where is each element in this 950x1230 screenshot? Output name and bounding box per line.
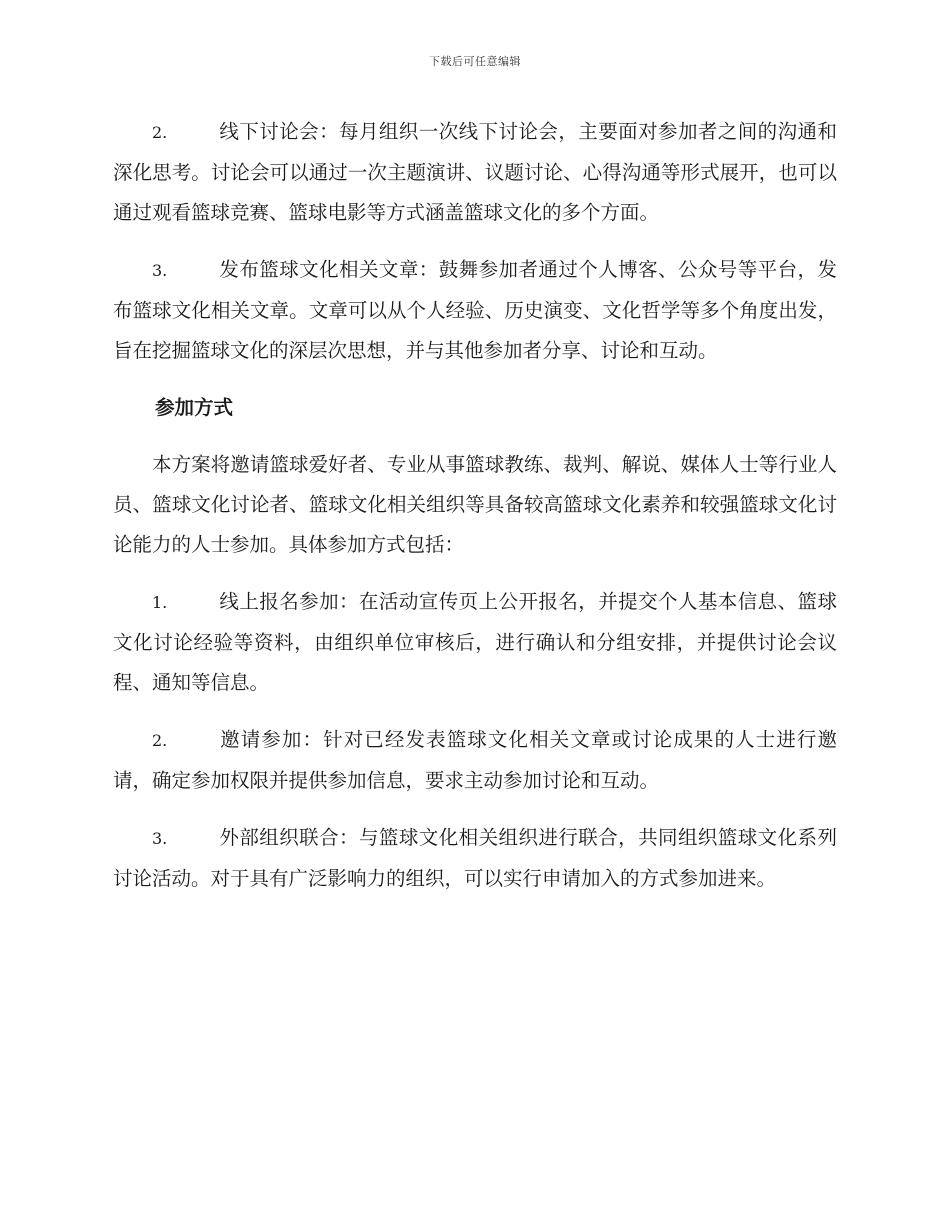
page-header: 下载后可任意编辑 [429, 55, 521, 68]
document-body [113, 112, 837, 916]
intro-paragraph: 本方案将邀请篮球爱好者、专业从事篮球教练、裁判、解说、媒体人士等行业人员、篮球文化讨论者、篮球文化相关组织等具备较高篮球文化素养和较强篮球文化讨论能力的人士参加。具体参加方式包括： [113, 453, 837, 556]
list-item [113, 720, 837, 801]
list-item-number: 3. [152, 829, 168, 848]
list-item-number: 2. [152, 123, 168, 142]
list-item-number: 2. [152, 731, 168, 750]
list-item-number: 1. [152, 593, 168, 612]
list-item-number: 3. [152, 261, 168, 280]
list-item-text: 邀请参加：针对已经发表篮球文化相关文章或讨论成果的人士进行邀请，确定参加权限并提供参加信息，要求主动参加讨论和互动。 [113, 728, 837, 792]
list-item [113, 818, 837, 899]
list-item-text: 发布篮球文化相关文章：鼓舞参加者通过个人博客、公众号等平台，发布篮球文化相关文章。文章可以从个人经验、历史演变、文化哲学等多个角度出发，旨在挖掘篮球文化的深层次思想，并与其他参加者分享、讨论和互动。 [113, 258, 837, 362]
list-item [113, 112, 837, 233]
list-item-text: 外部组织联合：与篮球文化相关组织进行联合，共同组织篮球文化系列讨论活动。对于具有广泛影响力的组织，可以实行申请加入的方式参加进来。 [113, 826, 837, 890]
list-item-text: 线上报名参加：在活动宣传页上公开报名，并提交个人基本信息、篮球文化讨论经验等资料，由组织单位审核后，进行确认和分组安排，并提供讨论会议程、通知等信息。 [113, 590, 837, 694]
section-heading: 参加方式 [155, 396, 234, 419]
list-item [113, 582, 837, 703]
list-item [113, 250, 837, 371]
list-item-text: 线下讨论会：每月组织一次线下讨论会，主要面对参加者之间的沟通和深化思考。讨论会可以通过一次主题演讲、议题讨论、心得沟通等形式展开，也可以通过观看篮球竞赛、篮球电影等方式涵盖篮球文化的多个方面。 [113, 120, 837, 224]
